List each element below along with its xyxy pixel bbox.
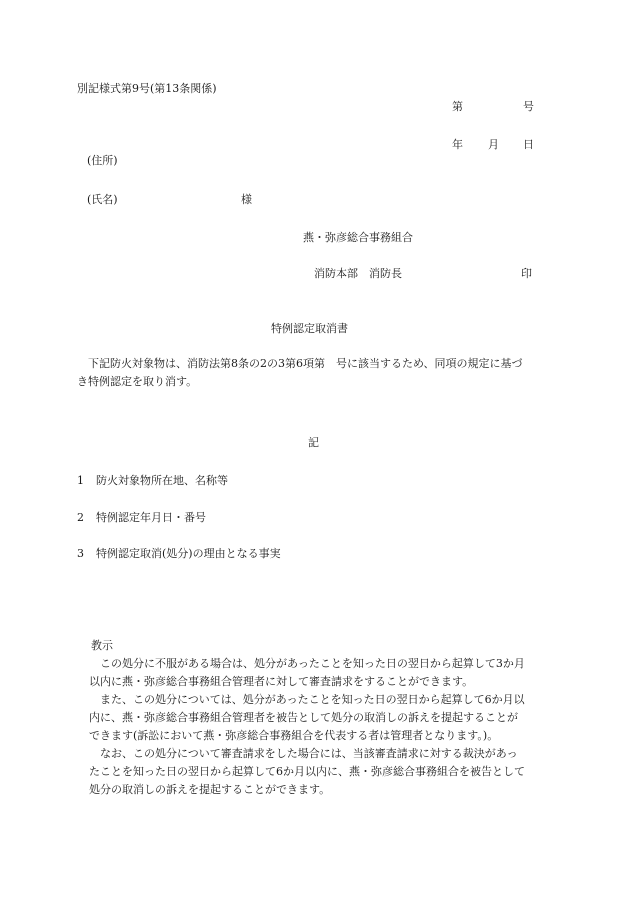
issuer-department: 消防本部 消防長 xyxy=(314,267,402,280)
date-year: 年 xyxy=(452,138,463,151)
date-day: 日 xyxy=(523,138,534,151)
body-text xyxy=(77,355,547,391)
body-line: 下記防火対象物は、消防法第8条の2の3第6項第 号に該当するため、同項の規定に基づ xyxy=(88,357,523,370)
item-number: 3 xyxy=(77,547,84,560)
item-text: 特例認定年月日・番号 xyxy=(96,511,206,524)
document-title: 特例認定取消書 xyxy=(271,322,348,335)
item-number: 1 xyxy=(77,474,84,487)
ki-label: 記 xyxy=(308,436,319,449)
seal-mark: 印 xyxy=(521,267,532,280)
notice-line: この処分に不服がある場合は、処分があったことを知った日の翌日から起算して3か月 xyxy=(100,657,525,670)
name-label: (氏名) xyxy=(87,193,118,206)
notice-line: 内に、燕・弥彦総合事務組合管理者を被告として処分の取消しの訴えを提起することが xyxy=(89,711,518,724)
notice-line: たことを知った日の翌日から起算して6か月以内に、燕・弥彦総合事務組合を被告として xyxy=(89,765,525,778)
item-text: 特例認定取消(処分)の理由となる事実 xyxy=(96,547,281,560)
issuer-organization: 燕・弥彦総合事務組合 xyxy=(303,231,413,244)
notice-line: 以内に燕・弥彦総合事務組合管理者に対して審査請求をすることができます。 xyxy=(89,675,474,688)
notice-heading: 教示 xyxy=(91,639,113,652)
document-number-prefix: 第 xyxy=(452,100,463,113)
notice-line: なお、この処分について審査請求をした場合には、当該審査請求に対する裁決があっ xyxy=(100,747,518,760)
item-text: 防火対象物所在地、名称等 xyxy=(96,474,228,487)
notice-line: また、この処分については、処分があったことを知った日の翌日から起算して6か月以 xyxy=(100,693,525,706)
address-label: (住所) xyxy=(87,154,118,167)
document-number-suffix: 号 xyxy=(523,100,534,113)
notice-body xyxy=(89,655,559,799)
form-number: 別記様式第9号(第13条関係) xyxy=(77,82,217,95)
notice-line: できます(訴訟において燕・弥彦総合事務組合を代表する者は管理者となります。)。 xyxy=(89,729,499,742)
honorific: 様 xyxy=(241,193,252,206)
date-month: 月 xyxy=(488,138,499,151)
item-number: 2 xyxy=(77,511,84,524)
body-line: き特例認定を取り消す。 xyxy=(77,375,198,388)
notice-line: 処分の取消しの訴えを提起することができます。 xyxy=(89,783,331,796)
